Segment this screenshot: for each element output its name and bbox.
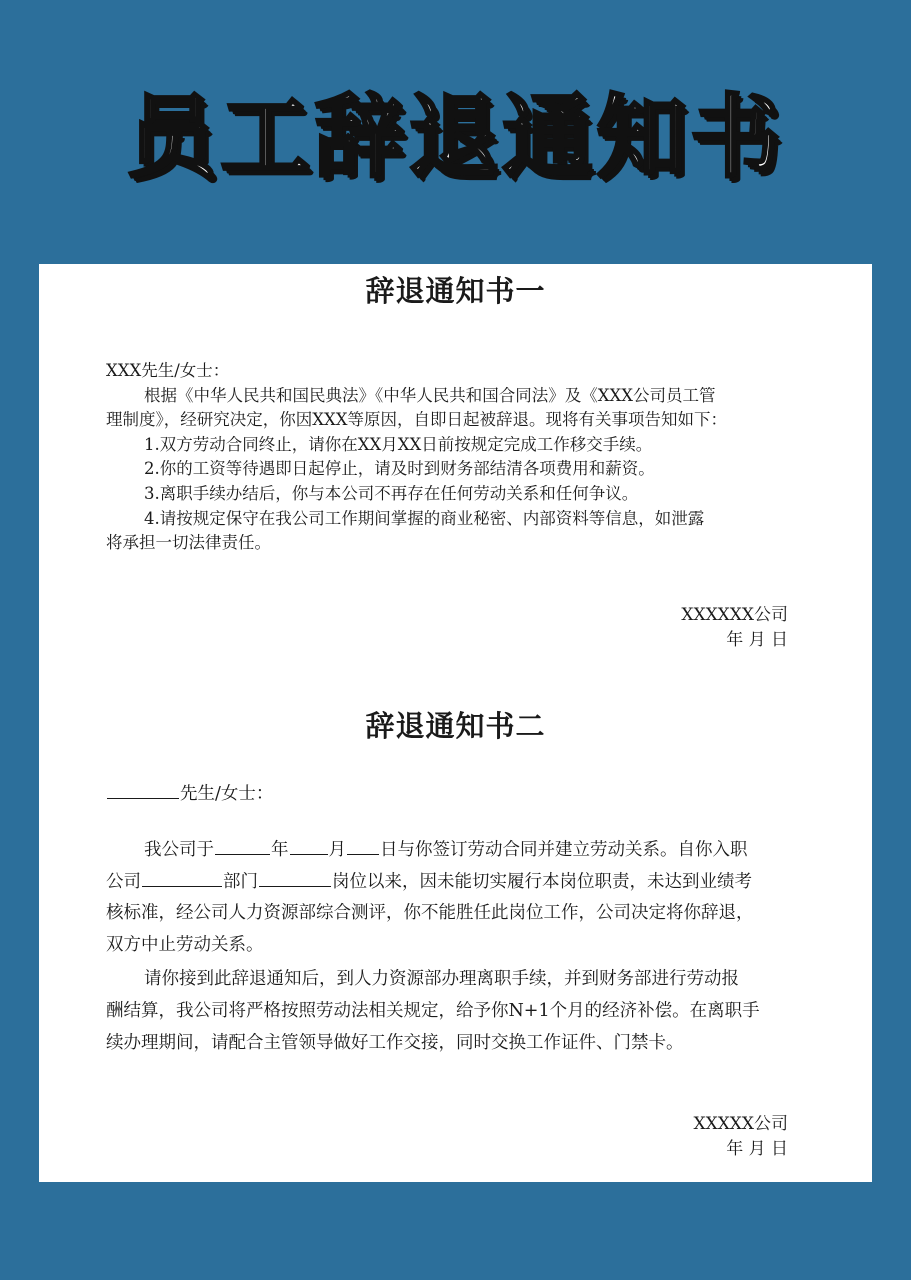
notice2-paragraph1-line1 [106, 835, 834, 867]
day-blank [347, 853, 379, 855]
year-blank [215, 853, 270, 855]
month-blank [290, 853, 328, 855]
text-segment: 月 [328, 840, 346, 860]
notice1-item-1: 1.双方劳动合同终止，请你在XX月XX日前按规定完成工作移交手续。 [144, 435, 653, 454]
notice2-salutation [106, 779, 796, 811]
notice2-paragraph2-line1: 请你接到此辞退通知后，到人力资源部办理离职手续，并到财务部进行劳动报 [144, 969, 739, 989]
notice2-paragraph1-line2 [106, 867, 796, 899]
notice2-company: XXXXX公司 [693, 1114, 788, 1134]
notice1-item-2: 2.你的工资等待遇即日起停止，请及时到财务部结清各项费用和薪资。 [144, 459, 655, 478]
notice1-item-3: 3.离职手续办结后，你与本公司不再存在任何劳动关系和任何争议。 [144, 484, 639, 503]
notice1-body-line: 理制度》，经研究决定，你因XXX等原因，自即日起被辞退。现将有关事项告知如下： [106, 410, 727, 429]
banner-title: 员工辞退通知书 [126, 85, 785, 190]
notice2-paragraph2-line2: 酬结算，我公司将严格按照劳动法相关规定，给予你N+1个月的经济补偿。在离职手 [106, 1001, 760, 1021]
text-segment: 部门 [223, 872, 258, 892]
notice1-date: 年 月 日 [726, 630, 788, 650]
notice1-item-4: 4.请按规定保守在我公司工作期间掌握的商业秘密、内部资料等信息，如泄露 [144, 509, 705, 528]
name-blank [107, 797, 179, 799]
notice2-paragraph2-line3: 续办理期间，请配合主管领导做好工作交接，同时交换工作证件、门禁卡。 [106, 1033, 684, 1053]
department-blank [259, 885, 331, 887]
text-segment: 我公司于 [144, 840, 214, 860]
notice2-title: 辞退通知书二 [365, 709, 546, 743]
notice1-title: 辞退通知书一 [365, 274, 546, 308]
notice2-salutation-suffix: 先生/女士： [180, 784, 274, 804]
notice1-salutation: XXX先生/女士： [106, 361, 230, 380]
notice2-date: 年 月 日 [726, 1139, 788, 1159]
notice1-body-line: 根据《中华人民共和国民典法》《中华人民共和国合同法》及《XXX公司员工管 [144, 386, 716, 405]
notice2-paragraph1-line3: 核标准，经公司人力资源部综合测评，你不能胜任此岗位工作，公司决定将你辞退， [106, 903, 754, 923]
text-segment: 日与你签订劳动合同并建立劳动关系。自你入职 [380, 840, 748, 860]
notice1-item-4-cont: 将承担一切法律责任。 [106, 533, 271, 552]
text-segment: 公司 [106, 872, 141, 892]
company-blank [142, 885, 222, 887]
notice1-company: XXXXXX公司 [681, 605, 788, 625]
document-paper [39, 264, 872, 1182]
notice2-paragraph1-line4: 双方中止劳动关系。 [106, 935, 264, 955]
text-segment: 年 [271, 840, 289, 860]
text-segment: 岗位以来，因未能切实履行本岗位职责，未达到业绩考 [332, 872, 752, 892]
